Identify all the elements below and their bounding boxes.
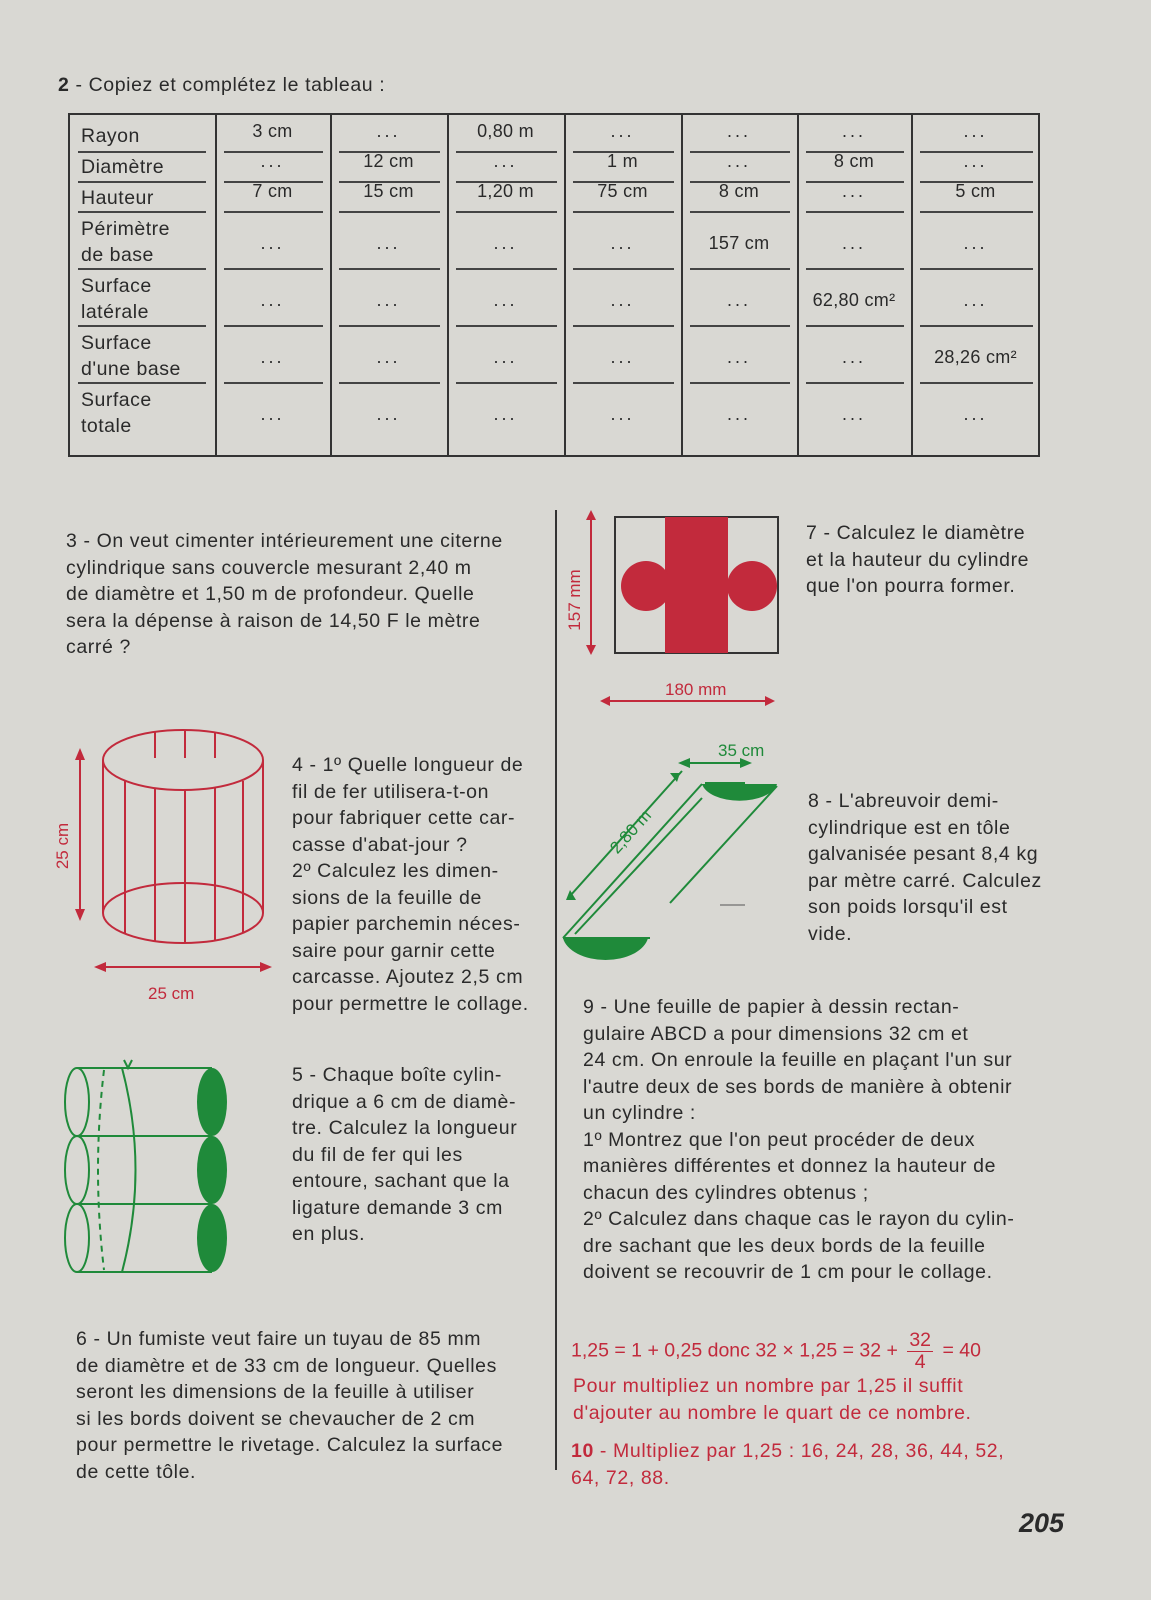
table-cell: ... (610, 233, 635, 253)
ex10-line2: 64, 72, 88. (571, 1466, 670, 1489)
ex7-line: et la hauteur du cylindre (806, 548, 1030, 571)
ex9-line: 9 - Une feuille de papier à dessin rectan- (583, 996, 960, 1018)
ex9-line: chacun des cylindres obtenus ; (583, 1181, 869, 1204)
rule-fraction (907, 1330, 933, 1373)
table-cell: ... (493, 347, 518, 367)
table-cell: ... (963, 233, 988, 253)
ex7-line: que l'on pourra former. (806, 575, 1016, 597)
ex5-line: du fil de fer qui les (292, 1143, 463, 1166)
ex5-text (292, 1062, 552, 1248)
table-cell: ... (376, 290, 401, 310)
table-cell: ... (726, 151, 751, 171)
ex4-line: 2º Calculez les dimen- (292, 860, 499, 882)
table-cell: 8 cm (833, 151, 875, 171)
table-cell: ... (376, 347, 401, 367)
ex5-line: drique a 6 cm de diamè- (292, 1090, 517, 1113)
rule-formula-right: = 40 (942, 1339, 981, 1362)
page-number: 205 (1019, 1508, 1065, 1538)
ex5-line: 5 - Chaque boîte cylin- (292, 1064, 502, 1086)
table-cell: 5 cm (955, 181, 996, 201)
table-cell: 62,80 cm² (812, 290, 896, 310)
table-cell: 8 cm (718, 181, 760, 201)
table-cell: ... (376, 233, 401, 253)
rule-formula-left: 1,25 = 1 + 0,25 donc 32 × 1,25 = 32 + (571, 1339, 898, 1362)
table-cell: ... (260, 151, 285, 171)
ex3-text (66, 528, 546, 661)
table-cell: 1 m (607, 151, 638, 171)
ex8-text (808, 788, 1068, 947)
table-cell: ... (726, 347, 751, 367)
ex8-line: son poids lorsqu'il est (808, 896, 1008, 918)
ex9-line: manières différentes et donnez la hauteur de (583, 1155, 997, 1177)
table-cell: ... (963, 290, 988, 310)
ex6-line: seront les dimensions de la feuille à utiliser (76, 1381, 475, 1403)
table-cell: 12 cm (363, 151, 414, 171)
ex9-line: gulaire ABCD a pour dimensions 32 cm et (583, 1022, 969, 1045)
ex4-line: 4 - 1º Quelle longueur de (292, 754, 524, 776)
ex8-line: vide. (808, 922, 853, 945)
ex8-trough-figure (560, 738, 800, 970)
ex10-line1 (571, 1438, 1051, 1465)
ex3-line: cylindrique sans couvercle mesurant 2,40 m (66, 556, 472, 579)
ex4-line: papier parchemin néces- (292, 913, 521, 935)
table-cell: ... (260, 233, 285, 253)
ex2-number: 2 (58, 74, 70, 96)
ex4-line: saire pour garnir cette (292, 939, 496, 962)
ex2-heading (58, 72, 385, 99)
ex9-line: 1º Montrez que l'on peut procéder de deux (583, 1128, 976, 1151)
ex9-text (583, 994, 1063, 1286)
row-label-rayon: Rayon (81, 125, 140, 147)
ex8-line: 8 - L'abreuvoir demi- (808, 790, 999, 812)
row-label-surface-laterale: Surface (81, 275, 152, 297)
row-label-de-base: de base (81, 244, 154, 266)
table-cell: ... (610, 404, 635, 424)
ex8-length-label: 2,80 m (606, 805, 656, 858)
table-cell: ... (493, 151, 518, 171)
ex8-line: cylindrique est en tôle (808, 816, 1011, 839)
table-cell: ... (726, 290, 751, 310)
completion-table (68, 113, 1040, 457)
table-cell: 0,80 m (477, 121, 534, 141)
ex9-line: 24 cm. On enroule la feuille en plaçant l'un sur (583, 1049, 1013, 1071)
table-cell: ... (260, 290, 285, 310)
row-label-hauteur: Hauteur (81, 187, 154, 209)
rule-line1: Pour multipliez un nombre par 1,25 il suffit (573, 1375, 964, 1397)
ex6-line: si les bords doivent se chevaucher de 2 cm (76, 1407, 476, 1430)
ex8-line: par mètre carré. Calculez (808, 869, 1042, 892)
rule-frac-den: 4 (914, 1351, 926, 1373)
ex6-line: de cette tôle. (76, 1460, 197, 1483)
table-cell: ... (726, 404, 751, 424)
table-cell: ... (841, 121, 866, 141)
table-cell: ... (841, 347, 866, 367)
ex5-line: ligature demande 3 cm (292, 1196, 503, 1219)
table-cell: ... (726, 121, 751, 141)
table-cell: ... (841, 181, 866, 201)
rule-formula (571, 1330, 981, 1373)
ex9-line: dre sachant que les deux bords de la feuille (583, 1234, 986, 1257)
table-cell: 7 cm (252, 181, 293, 201)
row-label-surface-base: Surface (81, 332, 152, 354)
table-cell: 28,26 cm² (934, 347, 1017, 367)
table-cell: ... (376, 121, 401, 141)
row-label-laterale: latérale (81, 301, 149, 323)
table-cell: ... (610, 290, 635, 310)
ex5-line: tre. Calculez la longueur (292, 1117, 518, 1139)
ex7-text (806, 520, 1066, 600)
ex4-lampshade-figure (60, 718, 275, 988)
table-cell: 1,20 m (477, 181, 534, 201)
ex3-line: sera la dépense à raison de 14,50 F le mètre (66, 609, 481, 632)
ex4-line: carcasse. Ajoutez 2,5 cm (292, 966, 524, 988)
row-label-d-une-base: d'une base (81, 358, 181, 380)
table-cell: ... (493, 290, 518, 310)
ex9-line: doivent se recouvrir de 1 cm pour le collage. (583, 1261, 993, 1283)
ex5-line: en plus. (292, 1223, 366, 1245)
ex6-line: pour permettre le rivetage. Calculez la surface (76, 1434, 504, 1456)
ex10-line1-text: - Multipliez par 1,25 : 16, 24, 28, 36, 44, 52, (599, 1440, 1005, 1462)
ex2-instruction: - Copiez et complétez le tableau : (75, 74, 386, 96)
row-label-totale: totale (81, 415, 132, 437)
table-cell: ... (841, 233, 866, 253)
table-cell: 75 cm (597, 181, 648, 201)
ex9-line: l'autre deux de ses bords de manière à obtenir (583, 1075, 1013, 1098)
table-cell: ... (610, 121, 635, 141)
row-label-perimetre: Périmètre (81, 218, 171, 240)
row-label-diametre: Diamètre (81, 156, 165, 178)
ex4-line: casse d'abat-jour ? (292, 833, 468, 856)
ex9-line: un cylindre : (583, 1102, 696, 1124)
ex4-line: pour permettre le collage. (292, 992, 529, 1015)
ex8-line: galvanisée pesant 8,4 kg (808, 843, 1039, 865)
table-cell: ... (376, 404, 401, 424)
ex4-width-label: 25 cm (148, 984, 195, 1003)
ex3-line: de diamètre et 1,50 m de profondeur. Quelle (66, 583, 475, 605)
table-cell: ... (493, 233, 518, 253)
ex4-line: sions de la feuille de (292, 886, 482, 909)
ex5-line: entoure, sachant que la (292, 1170, 510, 1192)
rule-line2: d'ajouter au nombre le quart de ce nombre. (573, 1401, 972, 1424)
table-cell: ... (260, 347, 285, 367)
ex7-height-label: 157 mm (565, 569, 584, 631)
ex6-line: de diamètre et de 33 cm de longueur. Quelles (76, 1354, 497, 1377)
ex10-number: 10 (571, 1440, 594, 1462)
table-cell: 3 cm (252, 121, 293, 141)
ex6-line: 6 - Un fumiste veut faire un tuyau de 85 mm (76, 1328, 482, 1350)
rule-frac-num: 32 (909, 1329, 932, 1351)
table-cell: ... (841, 404, 866, 424)
ex5-cans-figure (64, 1058, 234, 1283)
ex4-line: fil de fer utilisera-t-on (292, 780, 490, 803)
ex6-text (76, 1326, 556, 1485)
table-cell: 15 cm (363, 181, 414, 201)
ex7-line: 7 - Calculez le diamètre (806, 522, 1026, 544)
ex4-line: pour fabriquer cette car- (292, 807, 516, 829)
ex9-line: 2º Calculez dans chaque cas le rayon du cylin- (583, 1208, 1015, 1230)
table-cell: ... (963, 121, 988, 141)
row-label-surface-totale: Surface (81, 389, 152, 411)
table-cell: ... (963, 151, 988, 171)
table-cell: ... (963, 404, 988, 424)
ex3-line: 3 - On veut cimenter intérieurement une citerne (66, 530, 503, 552)
table-cell: ... (493, 404, 518, 424)
ex4-height-label: 25 cm (53, 822, 72, 870)
ex4-text (292, 752, 547, 1017)
ex8-width-label: 35 cm (718, 741, 765, 760)
table-cell: ... (610, 347, 635, 367)
rule-text (573, 1373, 1053, 1426)
table-cell: 157 cm (708, 233, 770, 253)
ex3-line: carré ? (66, 636, 131, 658)
ex10-text (571, 1438, 1051, 1491)
ex7-width-label: 180 mm (665, 680, 727, 699)
table-cell: ... (260, 404, 285, 424)
